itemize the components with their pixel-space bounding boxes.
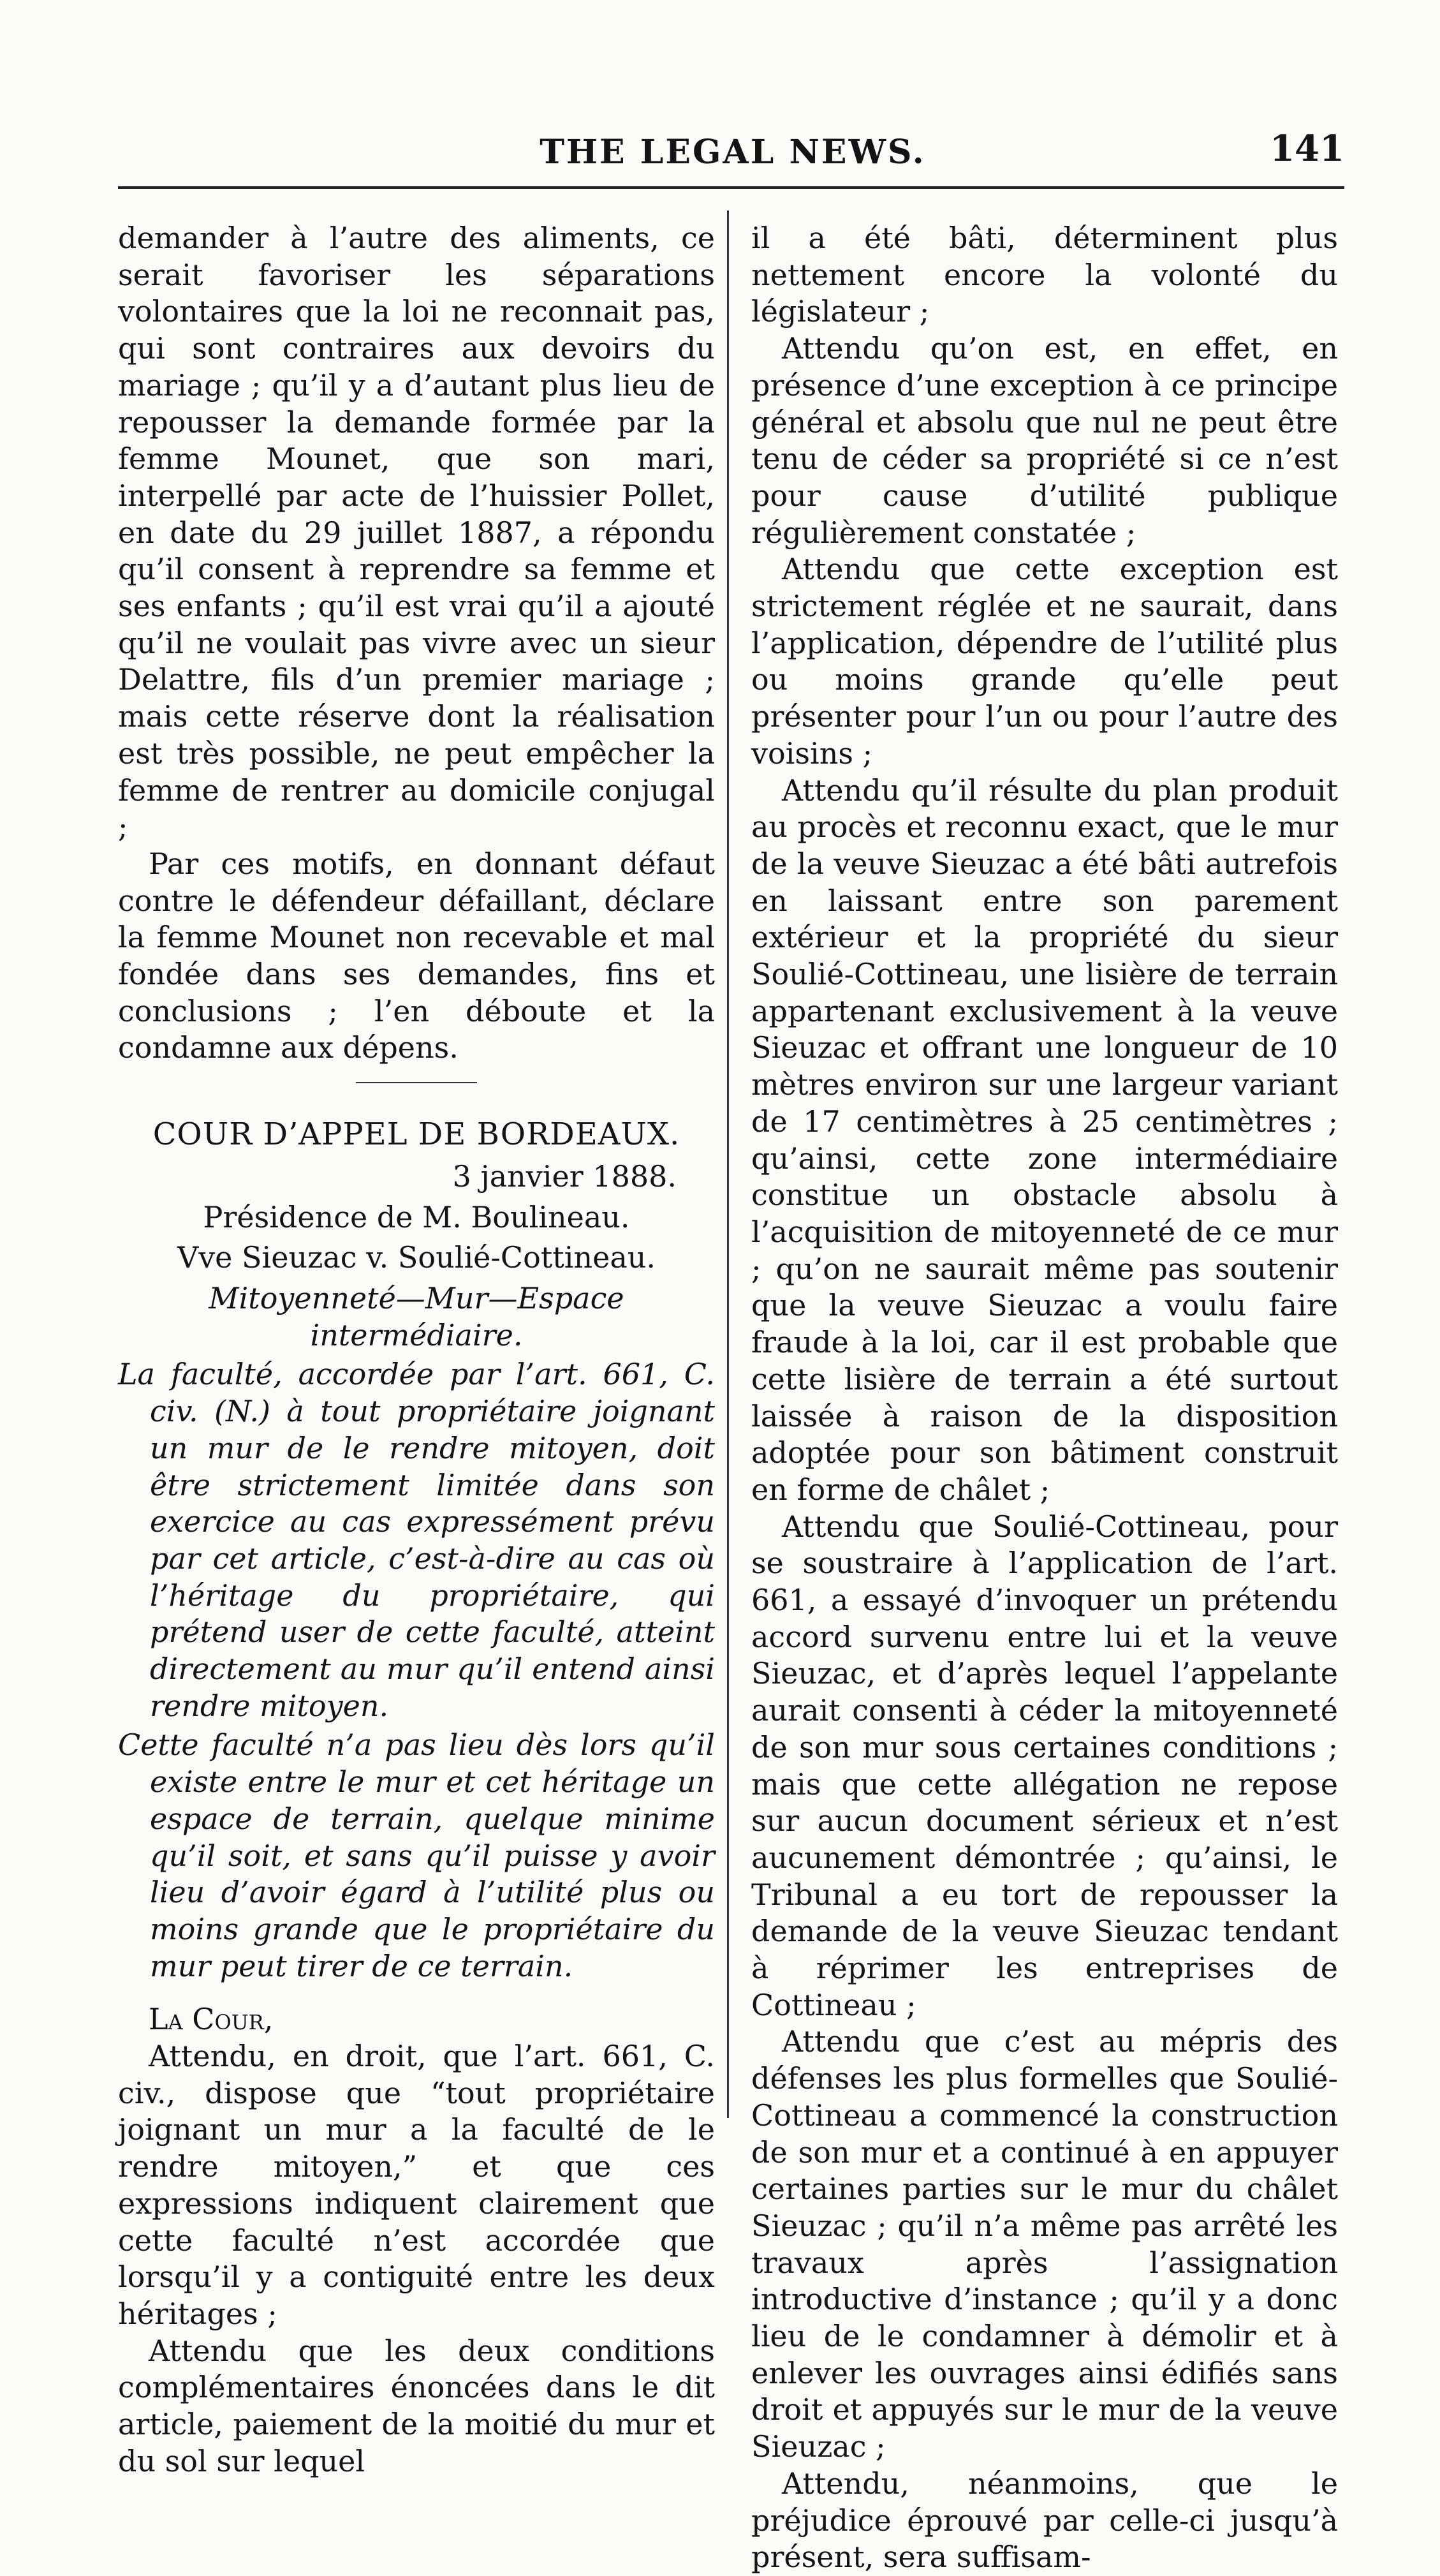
continuation-paragraph: demander à l’autre des aliments, ce serait favoriser les séparations volontaires que la loi ne reconnait pas, qui sont contraires aux devoirs du mariage ; qu’il y a d’autant plus lieu de repousser la demande formée par la femme Mounet, que son mari, interpellé par acte de l’huissier Pollet, en date du 29 juillet 1887, a répondu qu’il consent à reprendre sa femme et ses enfants ; qu’il est vrai qu’il a ajouté qu’il ne voulait pas vivre avec un sieur Delattre, fils d’un premier mariage ; mais cette réserve dont la réalisation est très possible, ne peut empêcher la femme de rentrer au domicile conjugal ; bbox=[118, 221, 715, 845]
header-rule bbox=[118, 186, 1344, 189]
body-paragraph: Attendu que Soulié-Cottineau, pour se soustraire à l’application de l’art. 661, a essayé d’invoquer un prétendu accord survenu entre lui et la veuve Sieuzac, et d’après lequel l’appelante aurait consenti à céder la mitoyenneté de son mur sous certaines conditions ; mais que cette allégation ne repose sur aucun document sérieux et n’est aucunement démontrée ; qu’ainsi, le Tribunal a eu tort de repousser la demande de la veuve Sieuzac tendant à réprimer les entreprises de Cottineau ; bbox=[751, 1509, 1338, 2022]
keywords-line: Mitoyenneté—Mur—Espace intermédiaire. bbox=[209, 1280, 624, 1352]
page-header bbox=[121, 128, 1344, 190]
continuation-paragraph: il a été bâti, déterminent plus nettement encore la volonté du législateur ; bbox=[751, 221, 1338, 329]
la-cour-heading: La Cour, bbox=[149, 2002, 274, 2037]
body-paragraph: Attendu qu’il résulte du plan produit au procès et reconnu exact, que le mur de la veuve Sieuzac a été bâti autrefois en laissant entre son parement extérieur et la propriété du sieur Soulié-Cottineau, une lisière de terrain appartenant exclusivement à la veuve Sieuzac et offrant une longueur de 10 mètres environ sur une largeur variant de 17 centimètres à 25 centimètres ; qu’ainsi, cette zone intermédiaire constitue un obstacle absolu à l’acquisition de mitoyenneté de ce mur ; qu’on ne saurait même pas soutenir que la veuve Sieuzac a voulu faire fraude à la loi, car il est probable que cette lisière de terrain a été surtout laissée à raison de la disposition adoptée pour son bâtiment construit en forme de châlet ; bbox=[751, 773, 1338, 1507]
running-head: THE LEGAL NEWS. bbox=[540, 133, 926, 172]
section-divider bbox=[356, 1082, 477, 1083]
body-paragraph: Attendu que cette exception est strictement réglée et ne saurait, dans l’application, dépendre de l’utilité plus ou moins grande qu’elle peut présenter pour l’un ou pour l’autre des voisins ; bbox=[751, 552, 1338, 771]
body-paragraph: Attendu que les deux conditions complémentaires énoncées dans le dit article, paiement de la moitié du mur et du sol sur lequel bbox=[118, 2333, 715, 2478]
page-number: 141 bbox=[1270, 128, 1344, 170]
body-paragraph: Attendu qu’on est, en effet, en présence d’une exception à ce principe général et absolu que nul ne peut être tenu de céder sa propriété si ce n’est pour cause d’utilité publique régulièrement constatée ; bbox=[751, 331, 1338, 550]
parties-line: Vve Sieuzac v. Soulié-Cottineau. bbox=[177, 1240, 656, 1275]
headnote-2: Cette faculté n’a pas lieu dès lors qu’il existe entre le mur et cet héritage un espace de terrain, quelque minime qu’il soit, et sans qu’il puisse y avoir lieu d’avoir égard à l’utilité plus ou moins grande que le propriétaire du mur peut tirer de ce terrain. bbox=[118, 1728, 715, 1983]
right-column bbox=[751, 220, 1338, 2576]
court-date: 3 janvier 1888. bbox=[452, 1158, 677, 1194]
left-column bbox=[118, 220, 715, 2480]
court-heading: COUR D’APPEL DE BORDEAUX. bbox=[152, 1116, 680, 1153]
body-paragraph: Attendu, en droit, que l’art. 661, C. civ., dispose que “tout propriétaire joignant un mur a la faculté de le rendre mitoyen,” et que ces expressions indiquent clairement que cette faculté n’est accordée que lorsqu’il y a contiguité entre les deux héritages ; bbox=[118, 2039, 715, 2331]
body-paragraph: Attendu, néanmoins, que le préjudice éprouvé par celle-ci jusqu’à présent, sera suffisam- bbox=[751, 2466, 1338, 2575]
headnote-1: La faculté, accordée par l’art. 661, C. civ. (N.) à tout propriétaire joignant un mur de le rendre mitoyen, doit être strictement limitée dans son exercice au cas expressément prévu par cet article, c’est-à-dire au cas où l’héritage du propriétaire, qui prétend user de cette faculté, atteint directement au mur qu’il entend ainsi rendre mitoyen. bbox=[118, 1357, 715, 1723]
column-divider bbox=[727, 211, 729, 2118]
judgment-paragraph: Par ces motifs, en donnant défaut contre le défendeur défaillant, déclare la femme Mounet non recevable et mal fondée dans ses demandes, fins et conclusions ; l’en déboute et la condamne aux dépens. bbox=[118, 846, 715, 1065]
body-paragraph: Attendu que c’est au mépris des défenses les plus formelles que Soulié-Cottineau a commencé la construction de son mur et a continué à en appuyer certaines parties sur le mur du châlet Sieuzac ; qu’il n’a même pas arrêté les travaux après l’assignation introductive d’instance ; qu’il y a donc lieu de le condamner à démolir et à enlever les ouvrages ainsi édifiés sans droit et appuyés sur le mur de la veuve Sieuzac ; bbox=[751, 2024, 1338, 2464]
presidence-line: Présidence de M. Boulineau. bbox=[203, 1199, 630, 1234]
